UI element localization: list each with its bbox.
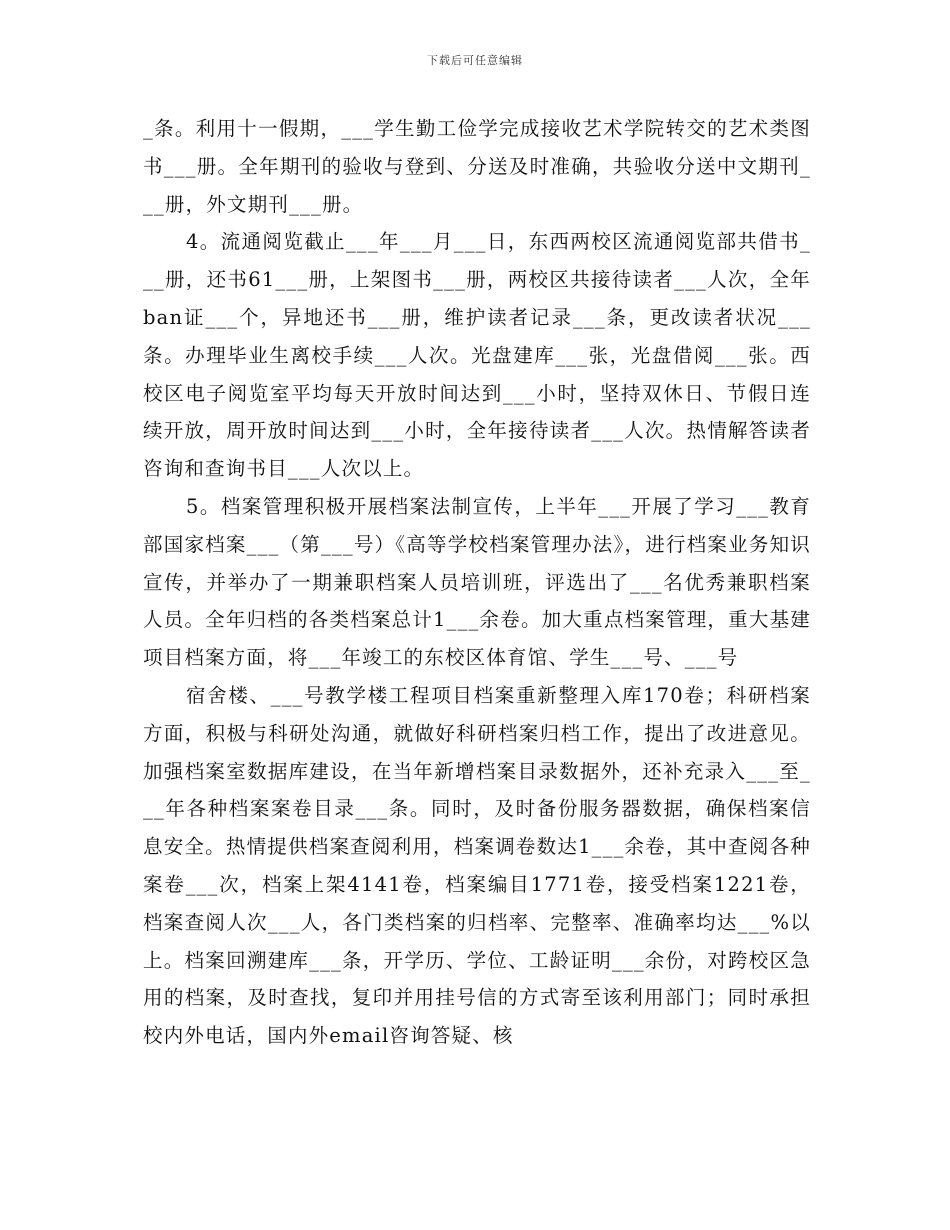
document-body <box>143 110 811 1055</box>
paragraph-continuation: _条。利用十一假期，___学生勤工俭学完成接收艺术学院转交的艺术类图书___册。全年期刊的验收与登到、分送及时准确，共验收分送中文期刊___册，外文期刊___册。 <box>143 117 811 216</box>
paragraph-circulation: 4。流通阅览截止___年___月___日，东西两校区流通阅览部共借书___册，还书61___册，上架图书___册，两校区共接待读者___人次，全年ban证___个，异地还书___册，维护读者记录___条，更改读者状况___条。办理毕业生离校手续___人次。光盘建库___张，光盘借阅___张。西校区电子阅览室平均每天开放时间达到___小时，坚持双休日、节假日连续开放，周开放时间达到___小时，全年接待读者___人次。热情解答读者咨询和查询书目___人次以上。 <box>143 230 811 481</box>
page-header: 下载后可任意编辑 <box>427 54 523 67</box>
paragraph-archives: 5。档案管理积极开展档案法制宣传，上半年___开展了学习___教育部国家档案___（第___号）《高等学校档案管理办法》，进行档案业务知识宣传，并举办了一期兼职档案人员培训班，评选出了___名优秀兼职档案人员。全年归档的各类档案总计1___余卷。加大重点档案管理，重大基建项目档案方面，将___年竣工的东校区体育馆、学生___号、___号 <box>143 494 811 670</box>
paragraph-archives-continued: 宿舍楼、___号教学楼工程项目档案重新整理入库170卷；科研档案方面，积极与科研处沟通，就做好科研档案归档工作，提出了改进意见。加强档案室数据库建设，在当年新增档案目录数据外，还补充录入___至___年各种档案案卷目录___条。同时，及时备份服务器数据，确保档案信息安全。热情提供档案查阅利用，档案调卷数达1___余卷，其中查阅各种案卷___次，档案上架4141卷，档案编目1771卷，接受档案1221卷，档案查阅人次___人，各门类档案的归档率、完整率、准确率均达___%以上。档案回溯建库___条，开学历、学位、工龄证明___余份，对跨校区急用的档案，及时查找，复印并用挂号信的方式寄至该利用部门；同时承担校内外电话，国内外email咨询答疑、核 <box>143 683 811 1048</box>
